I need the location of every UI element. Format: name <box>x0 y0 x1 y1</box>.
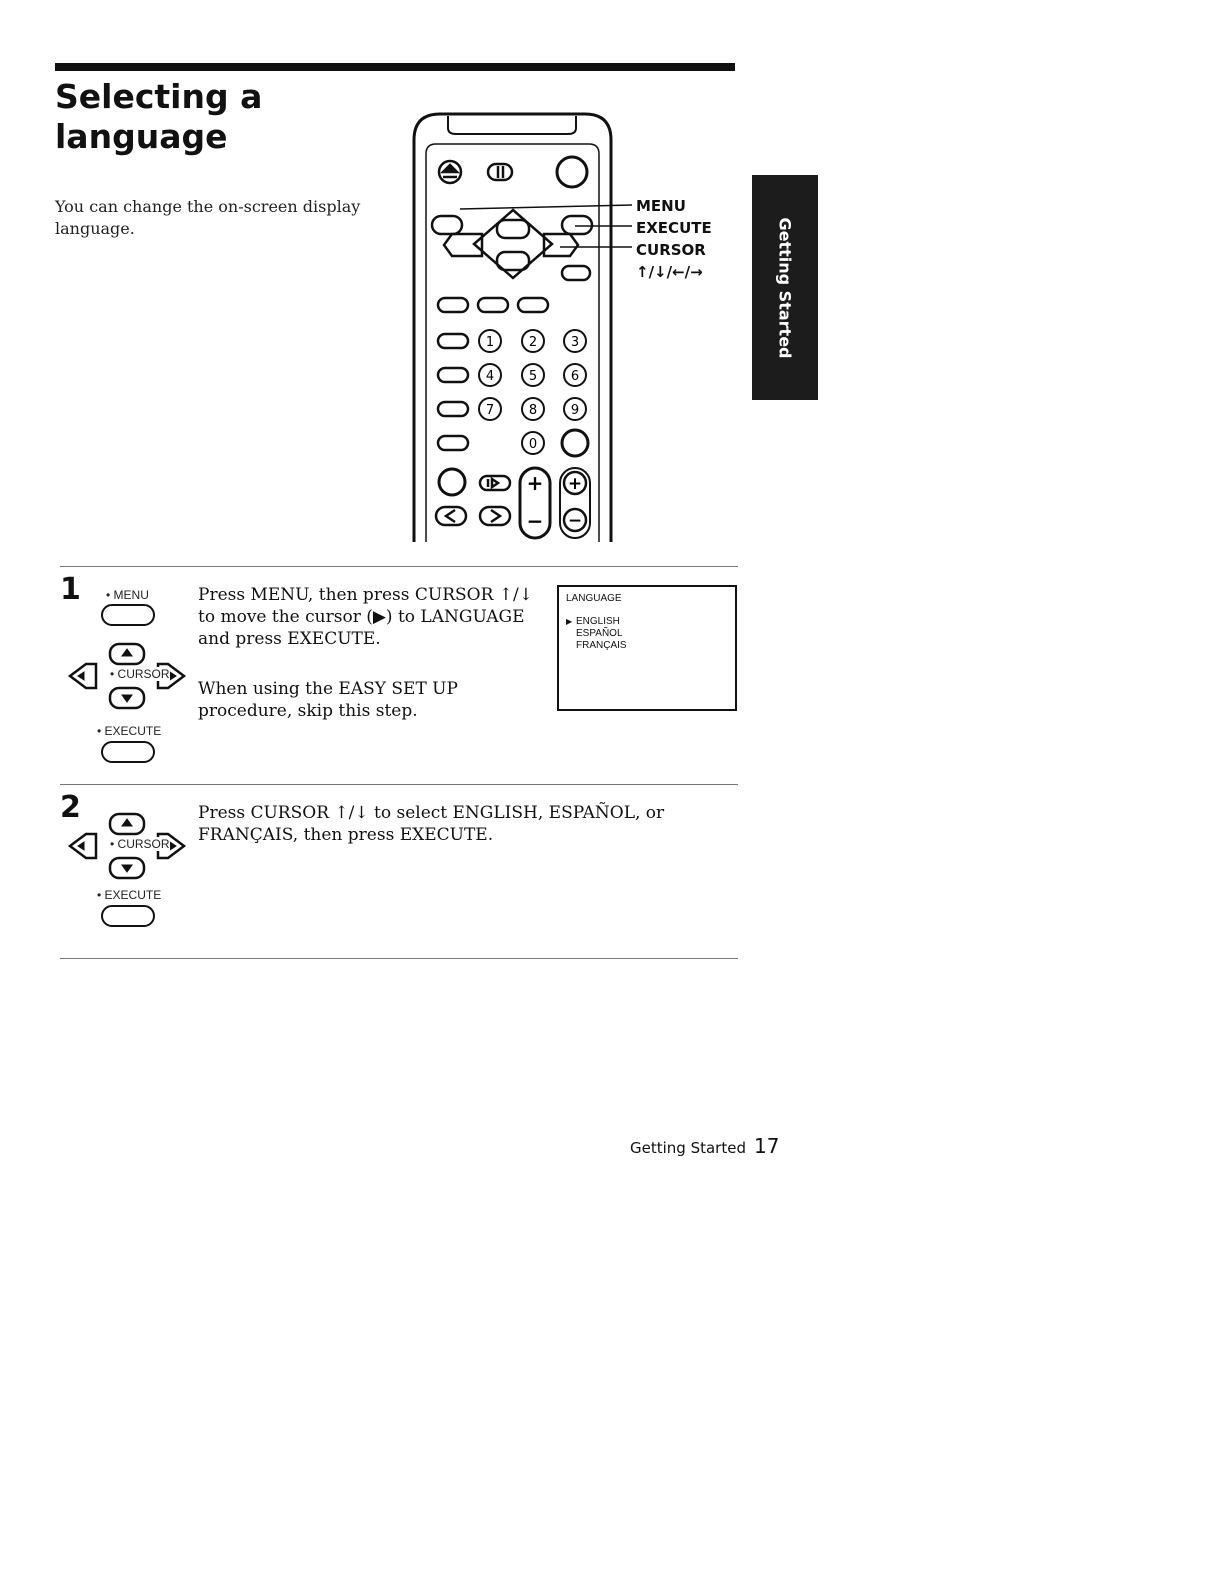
step-1-execute-button-icon <box>101 741 155 763</box>
key-4: 4 <box>485 369 495 384</box>
callout-cursor: CURSOR <box>636 241 706 259</box>
intro-text: You can change the on-screen display language. <box>55 197 361 238</box>
footer-section: Getting Started <box>630 1139 746 1157</box>
divider-3 <box>60 958 738 959</box>
step-2-number: 2 <box>60 790 81 825</box>
key-3: 3 <box>570 335 580 350</box>
step-2-body <box>198 802 743 846</box>
volume-plus-icon: + <box>567 474 583 494</box>
section-tab <box>752 175 818 400</box>
step-1-note: When using the EASY SET UP procedure, skip this step. <box>198 679 458 721</box>
step-2-execute-button-icon <box>101 905 155 927</box>
step-1-body <box>198 584 543 722</box>
key-6: 6 <box>570 369 580 384</box>
key-5: 5 <box>528 369 538 384</box>
step-1-menu-label: • MENU <box>106 588 149 602</box>
key-7: 7 <box>485 403 495 418</box>
screen-heading: LANGUAGE <box>566 593 622 604</box>
language-option-espanol: ESPAÑOL <box>576 628 623 639</box>
key-9: 9 <box>570 403 580 418</box>
remote-callouts <box>636 195 712 283</box>
callout-execute: EXECUTE <box>636 219 712 237</box>
channel-plus-icon: + <box>526 471 544 495</box>
callout-leaders <box>0 0 1224 600</box>
page-title: Selecting a language <box>55 77 263 156</box>
section-tab-label: Getting Started <box>775 217 795 358</box>
language-menu-screen <box>557 585 737 711</box>
step-2-instruction: Press CURSOR ↑/↓ to select ENGLISH, ESPAÑOL, or FRANÇAIS, then press EXECUTE. <box>198 803 665 845</box>
callout-arrows: ↑/↓/←/→ <box>636 263 703 281</box>
step-1-execute-label: • EXECUTE <box>97 724 162 738</box>
key-2: 2 <box>528 335 538 350</box>
page-footer <box>630 1134 779 1158</box>
callout-menu: MENU <box>636 197 686 215</box>
step-2-execute-label: • EXECUTE <box>97 888 162 902</box>
key-8: 8 <box>528 403 538 418</box>
divider-2 <box>60 784 738 785</box>
channel-minus-icon: − <box>526 509 544 533</box>
step-1-number: 1 <box>60 572 81 607</box>
step-1-menu-button-icon <box>101 604 155 626</box>
language-option-francais: FRANÇAIS <box>576 640 627 651</box>
divider-1 <box>60 566 738 567</box>
key-0: 0 <box>528 437 538 452</box>
page-number: 17 <box>753 1134 780 1158</box>
step-1-instruction: Press MENU, then press CURSOR ↑/↓ to move the cursor (▶) to LANGUAGE and press EXECUTE. <box>198 585 533 649</box>
volume-minus-icon: − <box>567 511 583 531</box>
key-1: 1 <box>485 335 495 350</box>
step-2-cursor-label: • CURSOR <box>110 837 170 851</box>
language-option-list <box>566 616 627 652</box>
step-1-cursor-label: • CURSOR <box>110 667 170 681</box>
language-option-english: ▶ ENGLISH <box>566 616 627 628</box>
